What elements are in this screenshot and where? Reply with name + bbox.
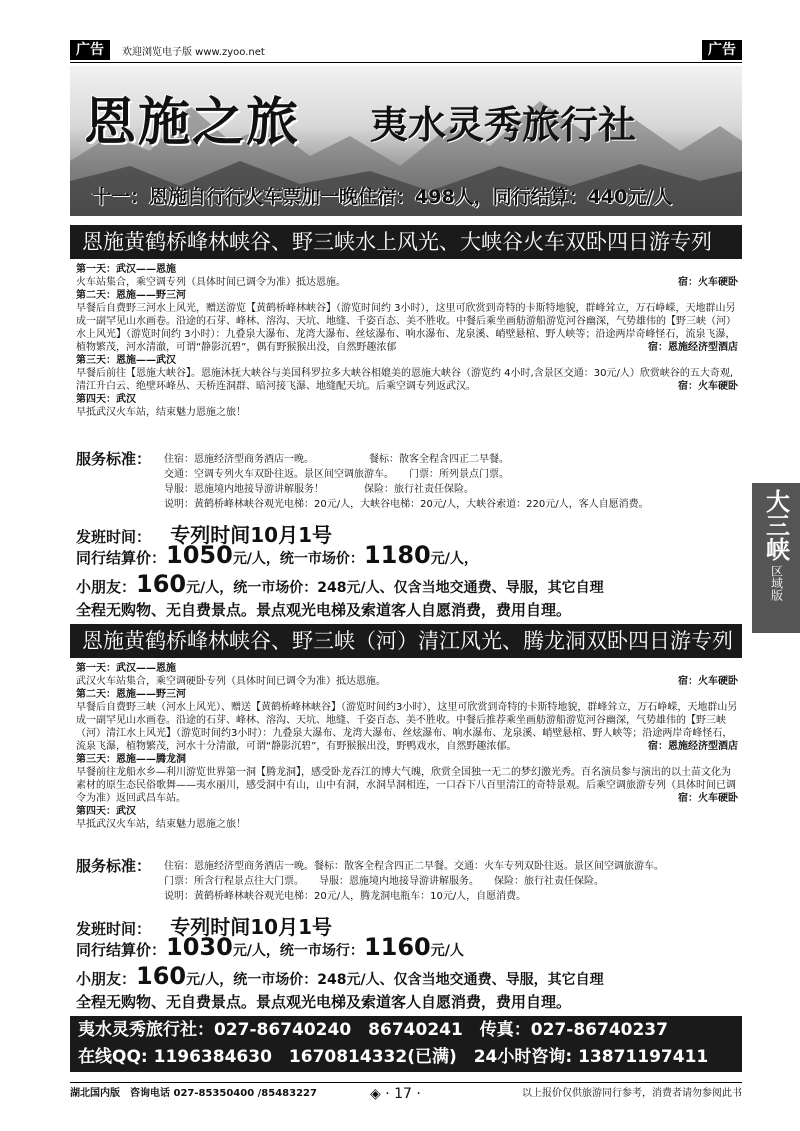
route2-day1-text: 武汉火车站集合，乘空调硬卧专列（具体时间已调令为准）抵达恩施。 <box>76 676 386 687</box>
route2-day3: 第三天：恩施——腾龙洞 <box>76 754 186 765</box>
depart-label: 发班时间： <box>76 920 152 938</box>
route1-day2-stay: 宿：恩施经济型酒店 <box>648 342 738 353</box>
child-price: 160 <box>136 570 187 598</box>
trade-price: 1050 <box>166 541 233 569</box>
welcome-text[interactable]: 欢迎浏览电子版 www.zyoo.net <box>122 47 265 58</box>
trade-price: 1030 <box>166 933 233 961</box>
route1-service-heading: 服务标准： <box>76 450 152 468</box>
route1-service <box>76 452 738 512</box>
side-tab-title: 大三峡 <box>761 489 791 561</box>
child-label: 小朋友： <box>76 578 137 596</box>
route1-service-line: 交通：空调专列火车双卧往返。景区间空调旅游车。 门票：所列景点门票。 <box>164 469 509 480</box>
route1-day2-text: 早餐后自费野三河水上风光，赠送游览【黄鹤桥峰林峡谷】（游览时间约 3小时），这里可欣赏到奇特的卡斯特地貌，群峰耸立，万石峥嵘，天地群山另成一副罕见山水画卷。沿途的石芽、峰林、溶沟、天坑、地缝、千姿百态、美不胜收。中餐后乘坐画舫游船游览河谷幽深，气势雄伟的【野三峡（河）水上风光】（游览时间约 3小时）：九叠泉大瀑布、龙湾大瀑布、丝炫瀑布、响水瀑布、龙泉溪、峭壁悬棺、野人峡等；沿途两岸奇峰怪石，流泉飞瀑，植物繁茂，河水清澈，可谓“静影沉碧”，偶有野猴猴出没，自然野趣浓郁 <box>76 303 736 353</box>
ad-label-right: 广告 <box>702 40 742 60</box>
route1-service-line: 导服：恩施境内地接导游讲解服务！ 保险：旅行社责任保险。 <box>164 484 474 495</box>
route1-day1-text: 火车站集合，乘空调专列（具体时间已调令为准）抵达恩施。 <box>76 277 346 288</box>
route2-day3-stay: 宿：火车硬卧 <box>678 793 738 804</box>
depart-label: 发班时间： <box>76 528 152 546</box>
route2-service-line: 门票：所含行程景点往大门票。 导服：恩施境内地接导游讲解服务。 保险：旅行社责任保险。 <box>164 876 604 887</box>
price-unit: 元/人， <box>430 551 478 567</box>
hero-banner <box>70 66 742 216</box>
route1-service-line: 说明：黄鹤桥峰林峡谷观光电梯：20元/人，大峡谷电梯：20元/人，大峡谷索道：220元/人，客人自愿消费。 <box>164 499 649 510</box>
route2-itinerary <box>76 662 738 831</box>
child-rest: 元/人，统一市场价：248元/人、仅含当地交通费、导服，其它自理 <box>186 972 604 988</box>
route2-service-line: 住宿：恩施经济型商务酒店一晚。餐标：散客全程含四正二早餐。交通：火车专列双卧往返。景区间空调旅游车。 <box>164 861 664 872</box>
page-ornament-icon: ◈ · <box>370 1086 395 1102</box>
market-price: 1160 <box>363 933 431 961</box>
route2-service-line: 说明：黄鹤桥峰林峡谷观光电梯：20元/人，腾龙洞电瓶车：10元/人，自愿消费。 <box>164 891 527 902</box>
route1-service-line: 住宿：恩施经济型商务酒店一晚。 餐标：散客全程含四正二早餐。 <box>164 454 509 465</box>
price-unit: 元/人，统一市场行： <box>232 943 364 959</box>
depart-value: 专列时间10月1号 <box>170 915 332 939</box>
price-unit: 元/人，统一市场价： <box>232 551 364 567</box>
route2-price <box>76 933 464 961</box>
route2-child <box>76 962 604 990</box>
route1-day1: 第一天：武汉——恩施 <box>76 264 176 275</box>
side-tab-sub: 区域版 <box>769 565 784 601</box>
route2-day2-text: 早餐后自费野三峡（河水上风光）、赠送【黄鹤桥峰林峡谷】（游览时间约3小时），这里可欣赏到奇特的卡斯特地貌，群峰耸立，万石峥嵘，天地群山另成一副罕见山水画卷。沿途的石芽、峰林、溶沟、天坑、地缝、千姿百态、美不胜收。中餐后推荐乘坐画舫游船游览河谷幽深，气势雄伟的【野三峡（河）清江水上风光】（游览时间约3小时）：九叠泉大瀑布、龙湾大瀑布、丝炫瀑布、响水瀑布、龙泉溪、峭壁悬棺、野人峡等；沿途两岸奇峰怪石，流泉飞瀑，植物繁茂，河水十分清澈，可谓“静影沉碧”，有野猴猴出没，野鸭戏水，自然野趣浓郁。 <box>76 702 738 752</box>
route1-day1-stay: 宿：火车硬卧 <box>678 277 738 288</box>
price-label: 同行结算价： <box>76 941 167 959</box>
ad-label-left: 广告 <box>70 40 110 60</box>
side-region-tab <box>752 483 800 633</box>
route1-title-bar: 恩施黄鹤桥峰林峡谷、野三峡水上风光、大峡谷火车双卧四日游专列 <box>70 225 742 259</box>
route2-service-heading: 服务标准： <box>76 857 152 875</box>
child-label: 小朋友： <box>76 970 137 988</box>
route1-day4-text: 早抵武汉火车站，结束魅力恩施之旅！ <box>76 407 246 418</box>
contact-qq-line[interactable]: 在线QQ: 1196384630 1670814332(已满) 24小时咨询: 13871197411 <box>78 1047 709 1067</box>
route2-day1-stay: 宿：火车硬卧 <box>678 676 738 687</box>
route2-day3-text: 早餐前往龙船水乡—利川游览世界第一洞【腾龙洞】，感受卧龙吞江的博大气魄，欣赏全国独一无二的梦幻激光秀。百名演员参与演出的以土苗文化为素材的原生态民俗歌舞——夷水丽川，感受洞中有山，山中有洞，水洞旱洞相连，一口吞下八百里清江的奇特景观。后乘空调旅游专列（具体时间已调令为准）返回武昌车站。 <box>76 767 736 804</box>
route1-day3-stay: 宿：火车硬卧 <box>678 381 738 392</box>
page-number-value: 17 <box>394 1086 412 1102</box>
route1-day4: 第四天：武汉 <box>76 394 136 405</box>
price-unit: 元/人 <box>430 943 464 959</box>
child-rest: 元/人，统一市场价：248元/人、仅含当地交通费、导服，其它自理 <box>186 580 604 596</box>
depart-value: 专列时间10月1号 <box>170 523 332 547</box>
route1-note: 全程无购物、无自费景点。景点观光电梯及索道客人自愿消费，费用自理。 <box>76 601 572 619</box>
agency-title: 夷水灵秀旅行社 <box>370 102 637 147</box>
route1-day3: 第三天：恩施——武汉 <box>76 355 176 366</box>
route1-itinerary <box>76 263 738 419</box>
price-label: 同行结算价： <box>76 549 167 567</box>
child-price: 160 <box>136 962 187 990</box>
contact-bar <box>70 1016 742 1072</box>
holiday-promo: 十一：恩施自行行火车票加一晚住宿：498人，同行结算：440元/人 <box>92 186 673 208</box>
route1-day2: 第二天：恩施——野三河 <box>76 290 186 301</box>
page-number: ◈ · 17 · <box>370 1086 421 1102</box>
route1-price <box>76 541 478 569</box>
market-price: 1180 <box>363 541 431 569</box>
page-footer <box>70 1082 742 1105</box>
ad-header <box>70 40 742 63</box>
route2-day4-text: 早抵武汉火车站，结束魅力恩施之旅！ <box>76 819 246 830</box>
route2-day2-stay: 宿：恩施经济型酒店 <box>648 741 738 752</box>
route2-day4: 第四天：武汉 <box>76 806 136 817</box>
contact-phone-line[interactable]: 夷水灵秀旅行社：027-86740240 86740241 传真：027-86740237 <box>78 1020 668 1040</box>
route1-day3-text: 早餐后前往【恩施大峡谷】。恩施沐抚大峡谷与美国科罗拉多大峡谷相媲美的恩施大峡谷（游览约 4小时,含景区交通：30元/人）欣赏峡谷的五大奇观,清江升白云、绝壁环峰丛、天桥连洞群、暗河接飞瀑、地缝配天坑。后乘空调专列返武汉。 <box>76 368 733 392</box>
footer-disclaimer: 以上报价仅供旅游同行参考，消费者请勿参阅此书 <box>522 1088 742 1099</box>
route2-day2: 第二天：恩施——野三河 <box>76 689 186 700</box>
route2-service <box>76 859 738 904</box>
route2-title-bar: 恩施黄鹤桥峰林峡谷、野三峡（河）清江风光、腾龙洞双卧四日游专列 <box>70 624 742 658</box>
route1-child <box>76 570 604 598</box>
route2-note: 全程无购物、无自费景点。景点观光电梯及索道客人自愿消费，费用自理。 <box>76 993 572 1011</box>
footer-left: 湖北国内版 咨询电话 027-85350400 /85483227 <box>70 1088 317 1099</box>
route2-day1: 第一天：武汉——恩施 <box>76 663 176 674</box>
brand-script-title: 恩施之旅 <box>84 92 301 153</box>
